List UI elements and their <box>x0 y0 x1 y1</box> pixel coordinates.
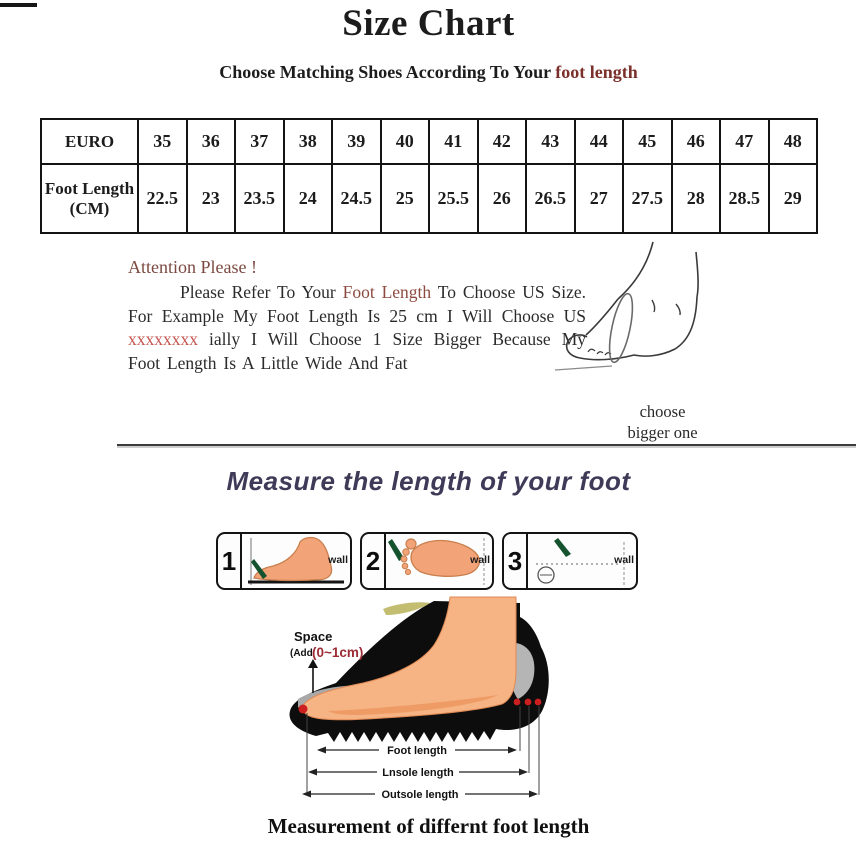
foot-length-cell: 25 <box>381 164 430 233</box>
foot-length-cell: 28.5 <box>720 164 769 233</box>
foot-length-label: Foot length <box>387 745 447 757</box>
euro-size-cell: 35 <box>138 119 187 164</box>
foot-length-cell: 24 <box>284 164 333 233</box>
foot-length-row <box>41 164 817 233</box>
space-range-label: (0~1cm) <box>312 645 364 660</box>
euro-size-cell: 40 <box>381 119 430 164</box>
toe-marker-dot <box>299 705 308 714</box>
euro-row <box>41 119 817 164</box>
foot-length-cell: 28 <box>672 164 721 233</box>
foot-length-cell: 25.5 <box>429 164 478 233</box>
measure-step-3 <box>502 532 638 590</box>
space-add-label: (Add <box>290 648 313 659</box>
euro-size-cell: 37 <box>235 119 284 164</box>
space-label: Space <box>294 629 333 644</box>
choose-bigger-note <box>595 401 730 443</box>
foot-length-cell: 26 <box>478 164 527 233</box>
attention-highlight-foot-length: Foot Length <box>342 282 432 302</box>
foot-length-cell: 23 <box>187 164 236 233</box>
step-3-wall-label: wall <box>614 554 634 566</box>
euro-size-cell: 46 <box>672 119 721 164</box>
foot-outline-sketch-icon <box>555 236 730 406</box>
foot-length-cell: 27.5 <box>623 164 672 233</box>
foot-length-cell: 24.5 <box>332 164 381 233</box>
heel-marker-dot <box>535 699 542 706</box>
foot-length-cell: 26.5 <box>526 164 575 233</box>
choose-note-line1: choose <box>639 402 686 421</box>
attention-crossed-text: xxxxxxxx <box>128 329 198 350</box>
subtitle-text: Choose Matching Shoes According To Your <box>219 62 556 82</box>
outsole-length-label: Outsole length <box>381 789 459 801</box>
euro-size-cell: 38 <box>284 119 333 164</box>
measure-step-1 <box>216 532 352 590</box>
step-2-wall-label: wall <box>470 554 490 566</box>
step-3-number: 3 <box>504 534 528 588</box>
insole-length-label: Lnsole length <box>382 767 454 779</box>
section-divider-shadow <box>117 446 856 448</box>
attention-text: ially I Will Choose 1 Size Bigger Because My Foot Length Is A Little Wide And Fat <box>128 329 586 373</box>
attention-block <box>128 257 586 375</box>
euro-size-cell: 41 <box>429 119 478 164</box>
page-title: Size Chart <box>342 3 515 44</box>
subtitle <box>0 62 857 83</box>
foot-length-cell: 23.5 <box>235 164 284 233</box>
measure-step-2 <box>360 532 494 590</box>
foot-length-row-header: Foot Length (CM) <box>41 164 138 233</box>
heel-marker-dot <box>514 699 521 706</box>
step-1-number: 1 <box>218 534 242 588</box>
euro-size-cell: 45 <box>623 119 672 164</box>
euro-size-cell: 43 <box>526 119 575 164</box>
foot-in-shoe-diagram <box>178 595 568 809</box>
up-arrow-icon <box>308 659 318 668</box>
foot-length-cell: 29 <box>769 164 818 233</box>
heel-marker-dot <box>525 699 532 706</box>
foot-length-cell: 27 <box>575 164 624 233</box>
euro-size-cell: 42 <box>478 119 527 164</box>
euro-row-header: EURO <box>41 119 138 164</box>
subtitle-highlight: foot length <box>555 62 638 82</box>
measure-heading: Measure the length of your foot <box>226 466 631 496</box>
attention-body <box>128 281 586 375</box>
attention-heading: Attention Please ! <box>128 257 257 277</box>
attention-text: Please Refer To Your <box>180 282 343 302</box>
choose-note-line2: bigger one <box>627 423 698 442</box>
euro-size-cell: 39 <box>332 119 381 164</box>
size-table <box>40 118 818 234</box>
euro-size-cell: 47 <box>720 119 769 164</box>
step-1-wall-label: wall <box>328 554 348 566</box>
euro-size-cell: 44 <box>575 119 624 164</box>
step-2-number: 2 <box>362 534 386 588</box>
euro-size-cell: 48 <box>769 119 818 164</box>
euro-size-cell: 36 <box>187 119 236 164</box>
pencil-icon <box>554 538 571 557</box>
foot-length-cell: 22.5 <box>138 164 187 233</box>
attention-text: To Choose US Size. For Example My Foot Length Is 25 cm I Will Choose US <box>128 282 586 326</box>
bottom-caption: Measurement of differnt foot length <box>267 814 590 838</box>
